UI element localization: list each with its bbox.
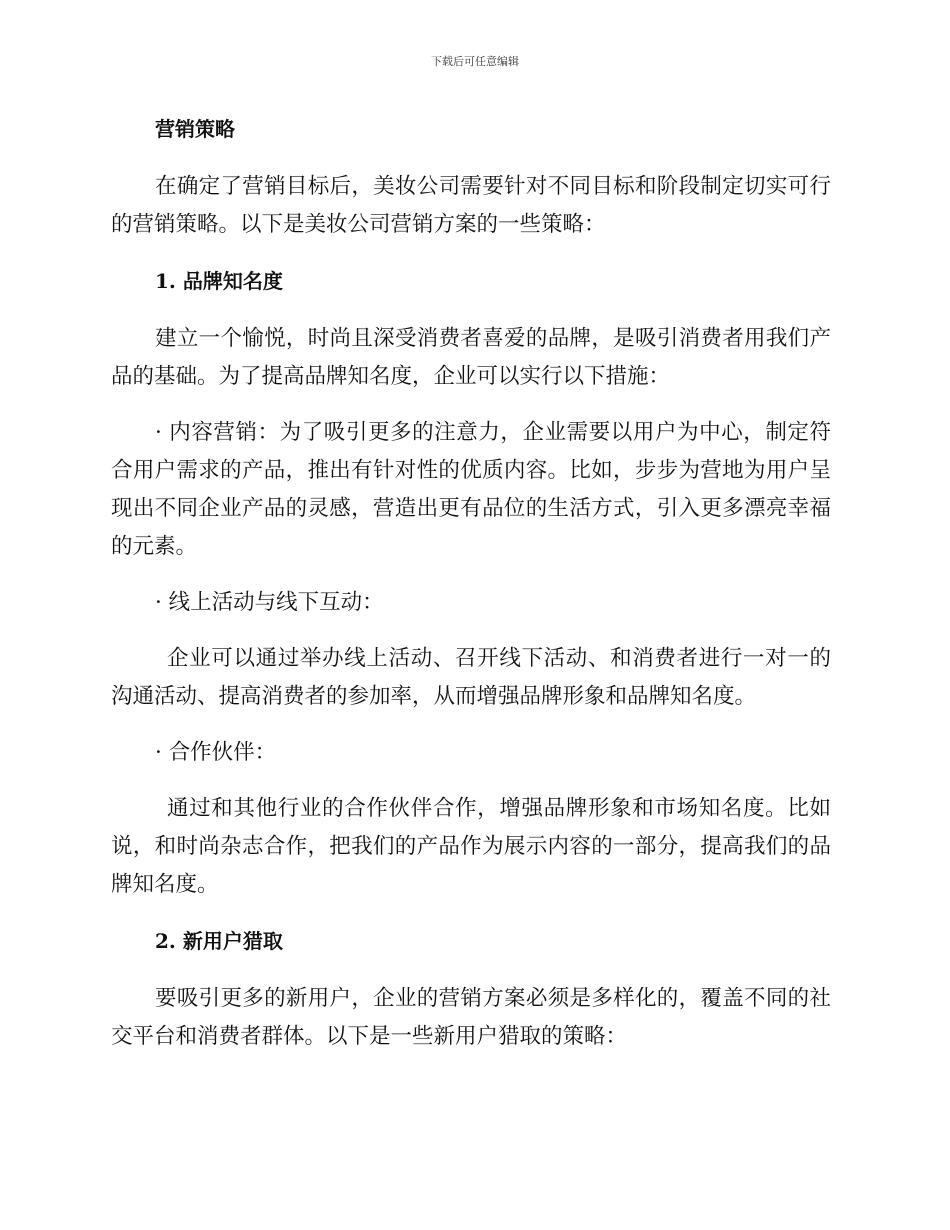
bullet-content-marketing: · 内容营销：为了吸引更多的注意力，企业需要以用户为中心，制定符合用户需求的产品，推出有针对性的优质内容。比如，步步为营地为用户呈现出不同企业产品的灵感，营造出更有品位的生活方式，引入更多漂亮幸福的元素。	[111, 420, 831, 559]
bullet-partners-text: 通过和其他行业的合作伙伴合作，增强品牌形象和市场知名度。比如说，和时尚杂志合作，把我们的产品作为展示内容的一部分，提高我们的品牌知名度。	[111, 796, 831, 897]
page-header-note: 下载后可任意编辑	[431, 55, 519, 68]
section1-paragraph: 建立一个愉悦，时尚且深受消费者喜爱的品牌，是吸引消费者用我们产品的基础。为了提高品牌知名度，企业可以实行以下措施：	[111, 326, 831, 389]
bullet-partners-label: · 合作伙伴：	[155, 740, 277, 765]
intro-paragraph: 在确定了营销目标后，美妆公司需要针对不同目标和阶段制定切实可行的营销策略。以下是美妆公司营销方案的一些策略：	[111, 174, 831, 237]
section2-heading: 2. 新用户猎取	[155, 929, 283, 953]
bullet-online-offline-label: · 线上活动与线下互动：	[155, 590, 384, 615]
bullet-online-offline-text: 企业可以通过举办线上活动、召开线下活动、和消费者进行一对一的沟通活动、提高消费者的参加率，从而增强品牌形象和品牌知名度。	[111, 646, 831, 709]
section2-paragraph: 要吸引更多的新用户，企业的营销方案必须是多样化的，覆盖不同的社交平台和消费者群体。以下是一些新用户猎取的策略：	[111, 986, 831, 1049]
section1-heading: 1. 品牌知名度	[155, 269, 283, 293]
section-title: 营销策略	[155, 117, 235, 141]
document-body	[111, 110, 831, 1056]
